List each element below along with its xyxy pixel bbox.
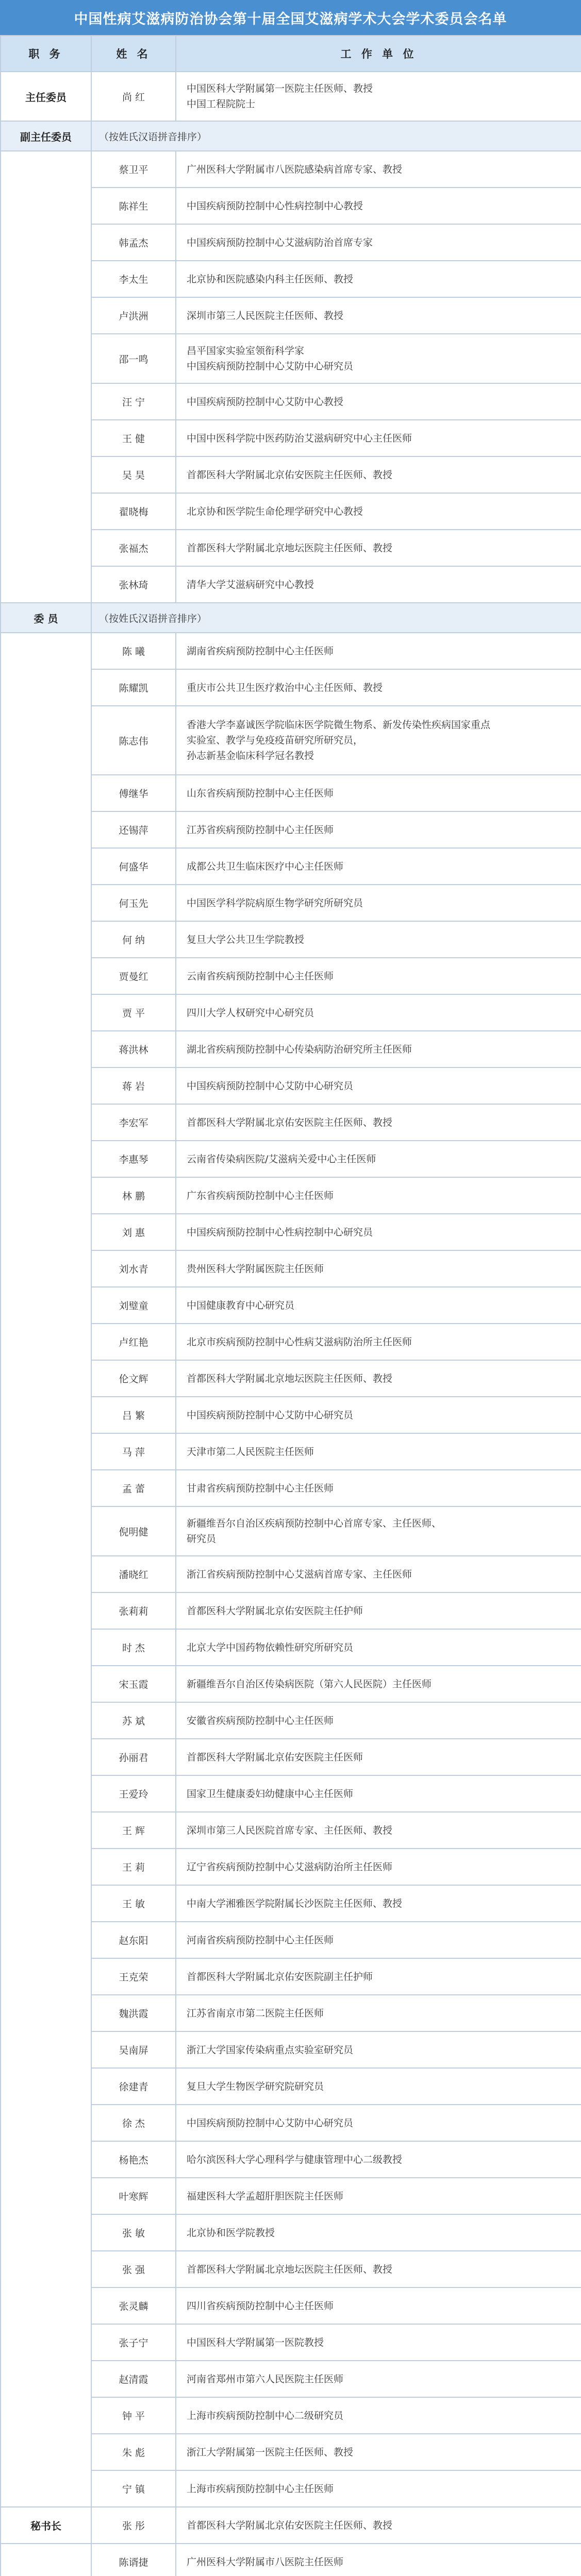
work-unit-line: 复旦大学公共卫生学院教授 xyxy=(187,934,305,945)
table-row xyxy=(1,72,581,121)
member-work-unit xyxy=(176,530,581,566)
work-unit-line: 云南省疾病预防控制中心主任医师 xyxy=(187,970,334,982)
member-name: 魏洪霞 xyxy=(91,1995,176,2031)
role-chair: 主任委员 xyxy=(1,72,91,121)
work-unit-line: 天津市第二人民医院主任医师 xyxy=(187,1446,314,1458)
work-unit-line: 上海市疾病预防控制中心二级研究员 xyxy=(187,2410,344,2421)
member-name: 赵清霞 xyxy=(91,2361,176,2397)
member-name: 张灵麟 xyxy=(91,2287,176,2324)
work-unit-line: 中国中医科学院中医药防治艾滋病研究中心主任医师 xyxy=(187,432,412,444)
member-work-unit xyxy=(176,2214,581,2251)
work-unit-line: 复旦大学生物医学研究院研究员 xyxy=(187,2080,324,2092)
work-unit-line: 成都公共卫生临床医疗中心主任医师 xyxy=(187,860,344,872)
table-row xyxy=(1,2544,581,2576)
member-name: 叶寒辉 xyxy=(91,2178,176,2214)
member-work-unit xyxy=(176,1922,581,1958)
work-unit-line: 中国疾病预防控制中心艾防中心研究员 xyxy=(187,1080,354,1092)
work-unit-line: 湖南省疾病预防控制中心主任医师 xyxy=(187,645,334,657)
header-row xyxy=(1,36,581,72)
member-work-unit xyxy=(176,1666,581,1702)
work-unit-line: 河南省郑州市第六人民医院主任医师 xyxy=(187,2373,344,2385)
member-work-unit xyxy=(176,2178,581,2214)
member-name: 徐建青 xyxy=(91,2068,176,2105)
role-member-span xyxy=(1,633,91,2507)
member-name: 陈祥生 xyxy=(91,188,176,224)
member-work-unit xyxy=(176,2397,581,2434)
member-name: 林 鹏 xyxy=(91,1177,176,1214)
header-work: 工 作 单 位 xyxy=(176,36,581,72)
member-name: 刘水青 xyxy=(91,1250,176,1287)
member-name: 王克荣 xyxy=(91,1958,176,1995)
member-name: 朱 彪 xyxy=(91,2434,176,2470)
work-unit-line: 四川大学人权研究中心研究员 xyxy=(187,1007,314,1019)
work-unit-line: 哈尔滨医科大学心理科学与健康管理中心二级教授 xyxy=(187,2154,403,2165)
member-work-unit xyxy=(176,420,581,456)
work-unit-line: 北京协和医学院生命伦理学研究中心教授 xyxy=(187,505,363,517)
work-unit-line: 山东省疾病预防控制中心主任医师 xyxy=(187,787,334,799)
member-name: 陈 曦 xyxy=(91,633,176,669)
member-name: 伦文辉 xyxy=(91,1360,176,1397)
work-unit-line: 新疆维吾尔自治区疾病预防控制中心首席专家、主任医师、 xyxy=(187,1518,442,1529)
work-unit-line: 中国医科大学附属第一医院主任医师、教授 xyxy=(187,83,373,94)
member-work-unit xyxy=(176,383,581,420)
table-row xyxy=(1,2507,581,2544)
member-work-unit xyxy=(176,1702,581,1739)
member-name: 李太生 xyxy=(91,261,176,297)
member-name: 张 强 xyxy=(91,2251,176,2287)
member-work-unit xyxy=(176,2507,581,2544)
member-work-unit xyxy=(176,2287,581,2324)
member-work-unit xyxy=(176,1775,581,1812)
work-unit-line: 首都医科大学附属北京地坛医院主任医师、教授 xyxy=(187,2263,393,2275)
member-work-unit xyxy=(176,566,581,603)
work-unit-line: 首都医科大学附属北京佑安医院主任护师 xyxy=(187,1605,363,1617)
member-name: 张福杰 xyxy=(91,530,176,566)
member-work-unit xyxy=(176,2251,581,2287)
member-name: 潘晓红 xyxy=(91,1556,176,1592)
member-work-unit xyxy=(176,885,581,921)
work-unit-line: 首都医科大学附属北京佑安医院主任医师 xyxy=(187,1751,363,1763)
work-unit-line: 重庆市公共卫生医疗救治中心主任医师、教授 xyxy=(187,682,383,693)
work-unit-line: 中国工程院院士 xyxy=(187,98,256,110)
member-work-unit xyxy=(176,2068,581,2105)
vice-chair-section-label: 副主任委员 xyxy=(1,121,91,151)
member-name: 倪明健 xyxy=(91,1506,176,1556)
member-work-unit xyxy=(176,2470,581,2507)
member-name: 贾曼红 xyxy=(91,958,176,994)
member-name: 邵一鸣 xyxy=(91,334,176,383)
work-unit-line: 广东省疾病预防控制中心主任医师 xyxy=(187,1190,334,1201)
work-unit-line: 浙江省疾病预防控制中心艾滋病首席专家、主任医师 xyxy=(187,1568,412,1580)
member-name: 张莉莉 xyxy=(91,1592,176,1629)
role-deputy-secretary xyxy=(1,2544,91,2576)
member-name: 还锡萍 xyxy=(91,811,176,848)
member-work-unit xyxy=(176,1592,581,1629)
member-work-unit xyxy=(176,994,581,1031)
work-unit-line: 中国医学科学院病原生物学研究所研究员 xyxy=(187,897,363,909)
role-vice-chair-span xyxy=(1,151,91,603)
member-name: 张林琦 xyxy=(91,566,176,603)
member-name: 孙丽君 xyxy=(91,1739,176,1775)
member-work-unit xyxy=(176,1556,581,1592)
member-work-unit xyxy=(176,706,581,775)
work-unit-line: 北京协和医学院教授 xyxy=(187,2227,275,2239)
member-name: 吕 繁 xyxy=(91,1397,176,1433)
work-unit-line: 首都医科大学附属北京地坛医院主任医师、教授 xyxy=(187,542,393,554)
member-work-unit xyxy=(176,2434,581,2470)
member-name: 何 纳 xyxy=(91,921,176,958)
work-unit-line: 江苏省南京市第二医院主任医师 xyxy=(187,2007,324,2019)
work-unit-line: 深圳市第三人民医院主任医师、教授 xyxy=(187,310,344,321)
member-work-unit xyxy=(176,224,581,261)
member-name: 翟晓梅 xyxy=(91,493,176,530)
member-work-unit xyxy=(176,1397,581,1433)
member-work-unit xyxy=(176,1287,581,1324)
member-name: 贾 平 xyxy=(91,994,176,1031)
work-unit-line: 深圳市第三人民医院首席专家、主任医师、教授 xyxy=(187,1824,393,1836)
member-name: 钟 平 xyxy=(91,2397,176,2434)
member-work-unit xyxy=(176,1812,581,1849)
member-name: 韩孟杰 xyxy=(91,224,176,261)
member-name: 汪 宁 xyxy=(91,383,176,420)
work-unit-line: 孙志新基金临床科学冠名教授 xyxy=(187,750,314,761)
work-unit-line: 湖北省疾病预防控制中心传染病防治研究所主任医师 xyxy=(187,1043,412,1055)
work-unit-line: 甘肃省疾病预防控制中心主任医师 xyxy=(187,1482,334,1494)
member-work-unit xyxy=(176,1629,581,1666)
member-name: 陈耀凯 xyxy=(91,669,176,706)
work-unit-line: 首都医科大学附属北京佑安医院主任医师、教授 xyxy=(187,469,393,481)
work-unit-line: 中国医科大学附属第一医院教授 xyxy=(187,2336,324,2348)
work-unit-line: 云南省传染病医院/艾滋病关爱中心主任医师 xyxy=(187,1153,376,1165)
work-unit-line: 清华大学艾滋病研究中心教授 xyxy=(187,579,314,590)
work-unit-line: 上海市疾病预防控制中心主任医师 xyxy=(187,2483,334,2495)
member-work-unit xyxy=(176,2361,581,2397)
member-name: 苏 斌 xyxy=(91,1702,176,1739)
table-row xyxy=(1,633,581,669)
member-work-unit xyxy=(176,2105,581,2141)
work-unit-line: 首都医科大学附属北京佑安医院主任医师、教授 xyxy=(187,2519,393,2531)
member-name: 蒋 岩 xyxy=(91,1067,176,1104)
member-name: 吴 昊 xyxy=(91,456,176,493)
work-unit-line: 四川省疾病预防控制中心主任医师 xyxy=(187,2300,334,2312)
work-unit-line: 首都医科大学附属北京佑安医院副主任护师 xyxy=(187,1971,373,1982)
work-unit-line: 广州医科大学附属市八医院感染病首席专家、教授 xyxy=(187,163,403,175)
page-title: 中国性病艾滋病防治协会第十届全国艾滋病学术大会学术委员会名单 xyxy=(0,0,581,35)
member-work-unit xyxy=(176,1433,581,1470)
member-name: 卢红艳 xyxy=(91,1324,176,1360)
sort-note: （按姓氏汉语拼音排序） xyxy=(91,121,581,151)
member-work-unit xyxy=(176,72,581,121)
member-work-unit xyxy=(176,151,581,188)
member-name: 王 健 xyxy=(91,420,176,456)
work-unit-line: 中南大学湘雅医学院附属长沙医院主任医师、教授 xyxy=(187,1897,403,1909)
member-name: 王 辉 xyxy=(91,1812,176,1849)
work-unit-line: 昌平国家实验室领衔科学家 xyxy=(187,345,305,357)
work-unit-line: 安徽省疾病预防控制中心主任医师 xyxy=(187,1715,334,1726)
member-work-unit xyxy=(176,958,581,994)
work-unit-line: 河南省疾病预防控制中心主任医师 xyxy=(187,1934,334,1946)
member-work-unit xyxy=(176,848,581,885)
header-name: 姓 名 xyxy=(91,36,176,72)
member-name: 孟 蕾 xyxy=(91,1470,176,1506)
member-name: 李宏军 xyxy=(91,1104,176,1141)
member-work-unit xyxy=(176,1141,581,1177)
member-name: 徐 杰 xyxy=(91,2105,176,2141)
committee-table xyxy=(0,35,581,2576)
member-name: 张 敏 xyxy=(91,2214,176,2251)
work-unit-line: 首都医科大学附属北京佑安医院主任医师、教授 xyxy=(187,1116,393,1128)
member-name: 张子宁 xyxy=(91,2324,176,2361)
work-unit-line: 福建医科大学孟超肝胆医院主任医师 xyxy=(187,2190,344,2202)
member-name: 时 杰 xyxy=(91,1629,176,1666)
committee-table-body xyxy=(1,36,581,2576)
member-name: 王爱玲 xyxy=(91,1775,176,1812)
member-name: 蔡卫平 xyxy=(91,151,176,188)
member-name: 蒋洪林 xyxy=(91,1031,176,1067)
member-work-unit xyxy=(176,188,581,224)
member-name: 宋玉霞 xyxy=(91,1666,176,1702)
member-work-unit xyxy=(176,1506,581,1556)
member-name: 傅继华 xyxy=(91,775,176,811)
member-work-unit xyxy=(176,1324,581,1360)
member-work-unit xyxy=(176,1739,581,1775)
member-work-unit xyxy=(176,1360,581,1397)
member-name: 陈志伟 xyxy=(91,706,176,775)
work-unit-line: 北京大学中国药物依赖性研究所研究员 xyxy=(187,1641,354,1653)
member-work-unit xyxy=(176,1177,581,1214)
work-unit-line: 江苏省疾病预防控制中心主任医师 xyxy=(187,824,334,836)
member-work-unit xyxy=(176,1958,581,1995)
member-work-unit xyxy=(176,1885,581,1922)
member-work-unit xyxy=(176,2141,581,2178)
member-work-unit xyxy=(176,633,581,669)
vice-chair-section-row xyxy=(1,121,581,151)
header-role: 职 务 xyxy=(1,36,91,72)
work-unit-line: 北京市疾病预防控制中心性病艾滋病防治所主任医师 xyxy=(187,1336,412,1348)
work-unit-line: 研究员 xyxy=(187,1533,217,1545)
work-unit-line: 国家卫生健康委妇幼健康中心主任医师 xyxy=(187,1788,354,1800)
member-work-unit xyxy=(176,811,581,848)
work-unit-line: 中国疾病预防控制中心艾防中心研究员 xyxy=(187,361,354,372)
work-unit-line: 贵州医科大学附属医院主任医师 xyxy=(187,1263,324,1275)
work-unit-line: 首都医科大学附属北京地坛医院主任医师、教授 xyxy=(187,1372,393,1384)
work-unit-line: 浙江大学国家传染病重点实验室研究员 xyxy=(187,2044,354,2056)
member-name: 马 萍 xyxy=(91,1433,176,1470)
member-name: 陈谞捷 xyxy=(91,2544,176,2576)
work-unit-line: 实验室、教学与免疫疫苗研究所研究员， xyxy=(187,735,363,746)
work-unit-line: 香港大学李嘉诚医学院临床医学院微生物系、新发传染性疾病国家重点 xyxy=(187,719,491,731)
sort-note: （按姓氏汉语拼音排序） xyxy=(91,603,581,633)
work-unit-line: 中国疾病预防控制中心性病控制中心研究员 xyxy=(187,1226,373,1238)
work-unit-line: 中国疾病预防控制中心艾防中心研究员 xyxy=(187,2117,354,2129)
member-work-unit xyxy=(176,297,581,334)
member-work-unit xyxy=(176,1849,581,1885)
member-work-unit xyxy=(176,921,581,958)
member-work-unit xyxy=(176,1031,581,1067)
work-unit-line: 中国健康教育中心研究员 xyxy=(187,1299,295,1311)
member-work-unit xyxy=(176,456,581,493)
work-unit-line: 新疆维吾尔自治区传染病医院（第六人民医院）主任医师 xyxy=(187,1678,432,1690)
member-work-unit xyxy=(176,1104,581,1141)
member-name: 刘 惠 xyxy=(91,1214,176,1250)
member-name: 何盛华 xyxy=(91,848,176,885)
member-name: 张 彤 xyxy=(91,2507,176,2544)
member-work-unit xyxy=(176,2031,581,2068)
member-name: 尚 红 xyxy=(91,72,176,121)
work-unit-line: 广州医科大学附属市八医院主任医师 xyxy=(187,2556,344,2568)
member-work-unit xyxy=(176,2324,581,2361)
member-name: 刘璧童 xyxy=(91,1287,176,1324)
member-name: 卢洪洲 xyxy=(91,297,176,334)
member-name: 赵东阳 xyxy=(91,1922,176,1958)
member-name: 李惠琴 xyxy=(91,1141,176,1177)
member-name: 宁 镇 xyxy=(91,2470,176,2507)
work-unit-line: 中国疾病预防控制中心性病控制中心教授 xyxy=(187,200,363,212)
member-work-unit xyxy=(176,2544,581,2576)
member-work-unit xyxy=(176,1470,581,1506)
member-work-unit xyxy=(176,1214,581,1250)
member-name: 王 莉 xyxy=(91,1849,176,1885)
member-work-unit xyxy=(176,775,581,811)
member-work-unit xyxy=(176,261,581,297)
work-unit-line: 辽宁省疾病预防控制中心艾滋病防治所主任医师 xyxy=(187,1861,393,1873)
member-work-unit xyxy=(176,1067,581,1104)
member-work-unit xyxy=(176,1250,581,1287)
member-work-unit xyxy=(176,669,581,706)
work-unit-line: 北京协和医院感染内科主任医师、教授 xyxy=(187,273,354,285)
member-work-unit xyxy=(176,334,581,383)
member-work-unit xyxy=(176,493,581,530)
work-unit-line: 中国疾病预防控制中心艾防中心教授 xyxy=(187,396,344,408)
member-name: 吴南屏 xyxy=(91,2031,176,2068)
member-section-label: 委 员 xyxy=(1,603,91,633)
work-unit-line: 中国疾病预防控制中心艾滋病防治首席专家 xyxy=(187,236,373,248)
member-name: 王 敏 xyxy=(91,1885,176,1922)
role-secretary: 秘书长 xyxy=(1,2507,91,2544)
member-name: 杨艳杰 xyxy=(91,2141,176,2178)
member-name: 何玉先 xyxy=(91,885,176,921)
member-section-row xyxy=(1,603,581,633)
member-work-unit xyxy=(176,1995,581,2031)
work-unit-line: 浙江大学附属第一医院主任医师、教授 xyxy=(187,2446,354,2458)
work-unit-line: 中国疾病预防控制中心艾防中心研究员 xyxy=(187,1409,354,1421)
table-row xyxy=(1,151,581,188)
